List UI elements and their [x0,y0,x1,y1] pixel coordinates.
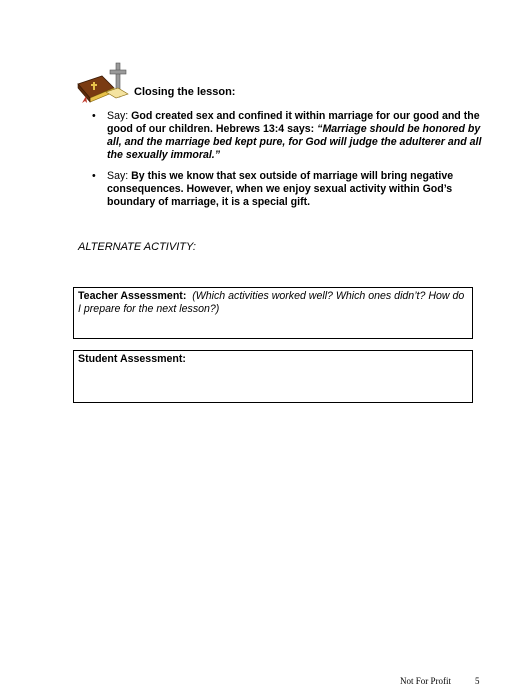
student-assessment-box[interactable] [73,350,473,403]
bible-and-cross-icon [76,62,132,104]
section-heading: Closing the lesson: [134,86,236,98]
bullet-dot: • [92,110,96,122]
alternate-activity-label: ALTERNATE ACTIVITY: [78,241,196,253]
list-item [92,170,492,209]
bullet-list [92,110,492,217]
teacher-assessment-hint: (Which activities worked well? Which ones didn’t? How do I prepare for the next lesson?) [78,290,465,315]
scripture-quote: “Marriage should be honored by all, and the marriage bed kept pure, for God will judge the adulterer and all the sexually immoral.” [107,123,482,161]
bullet-bold-text: God created sex and confined it within marriage for our good and the good of our children. Hebrews 13:4 says: [107,110,480,135]
say-prefix: Say: [107,110,132,122]
footer-text: Not For Profit [400,676,452,686]
bullet-bold-text: By this we know that sex outside of marriage will bring negative consequences. However, when we enjoy sexual activity within God’s boundary of marriage, it is a special gift. [107,170,454,208]
teacher-assessment-label: Teacher Assessment: [78,290,187,302]
say-prefix: Say: [107,170,132,182]
page-footer [400,676,480,686]
bullet-dot: • [92,170,96,182]
page-number: 5 [475,676,480,686]
list-item [92,110,492,162]
teacher-assessment-box[interactable] [73,287,473,339]
student-assessment-label: Student Assessment: [78,353,186,365]
